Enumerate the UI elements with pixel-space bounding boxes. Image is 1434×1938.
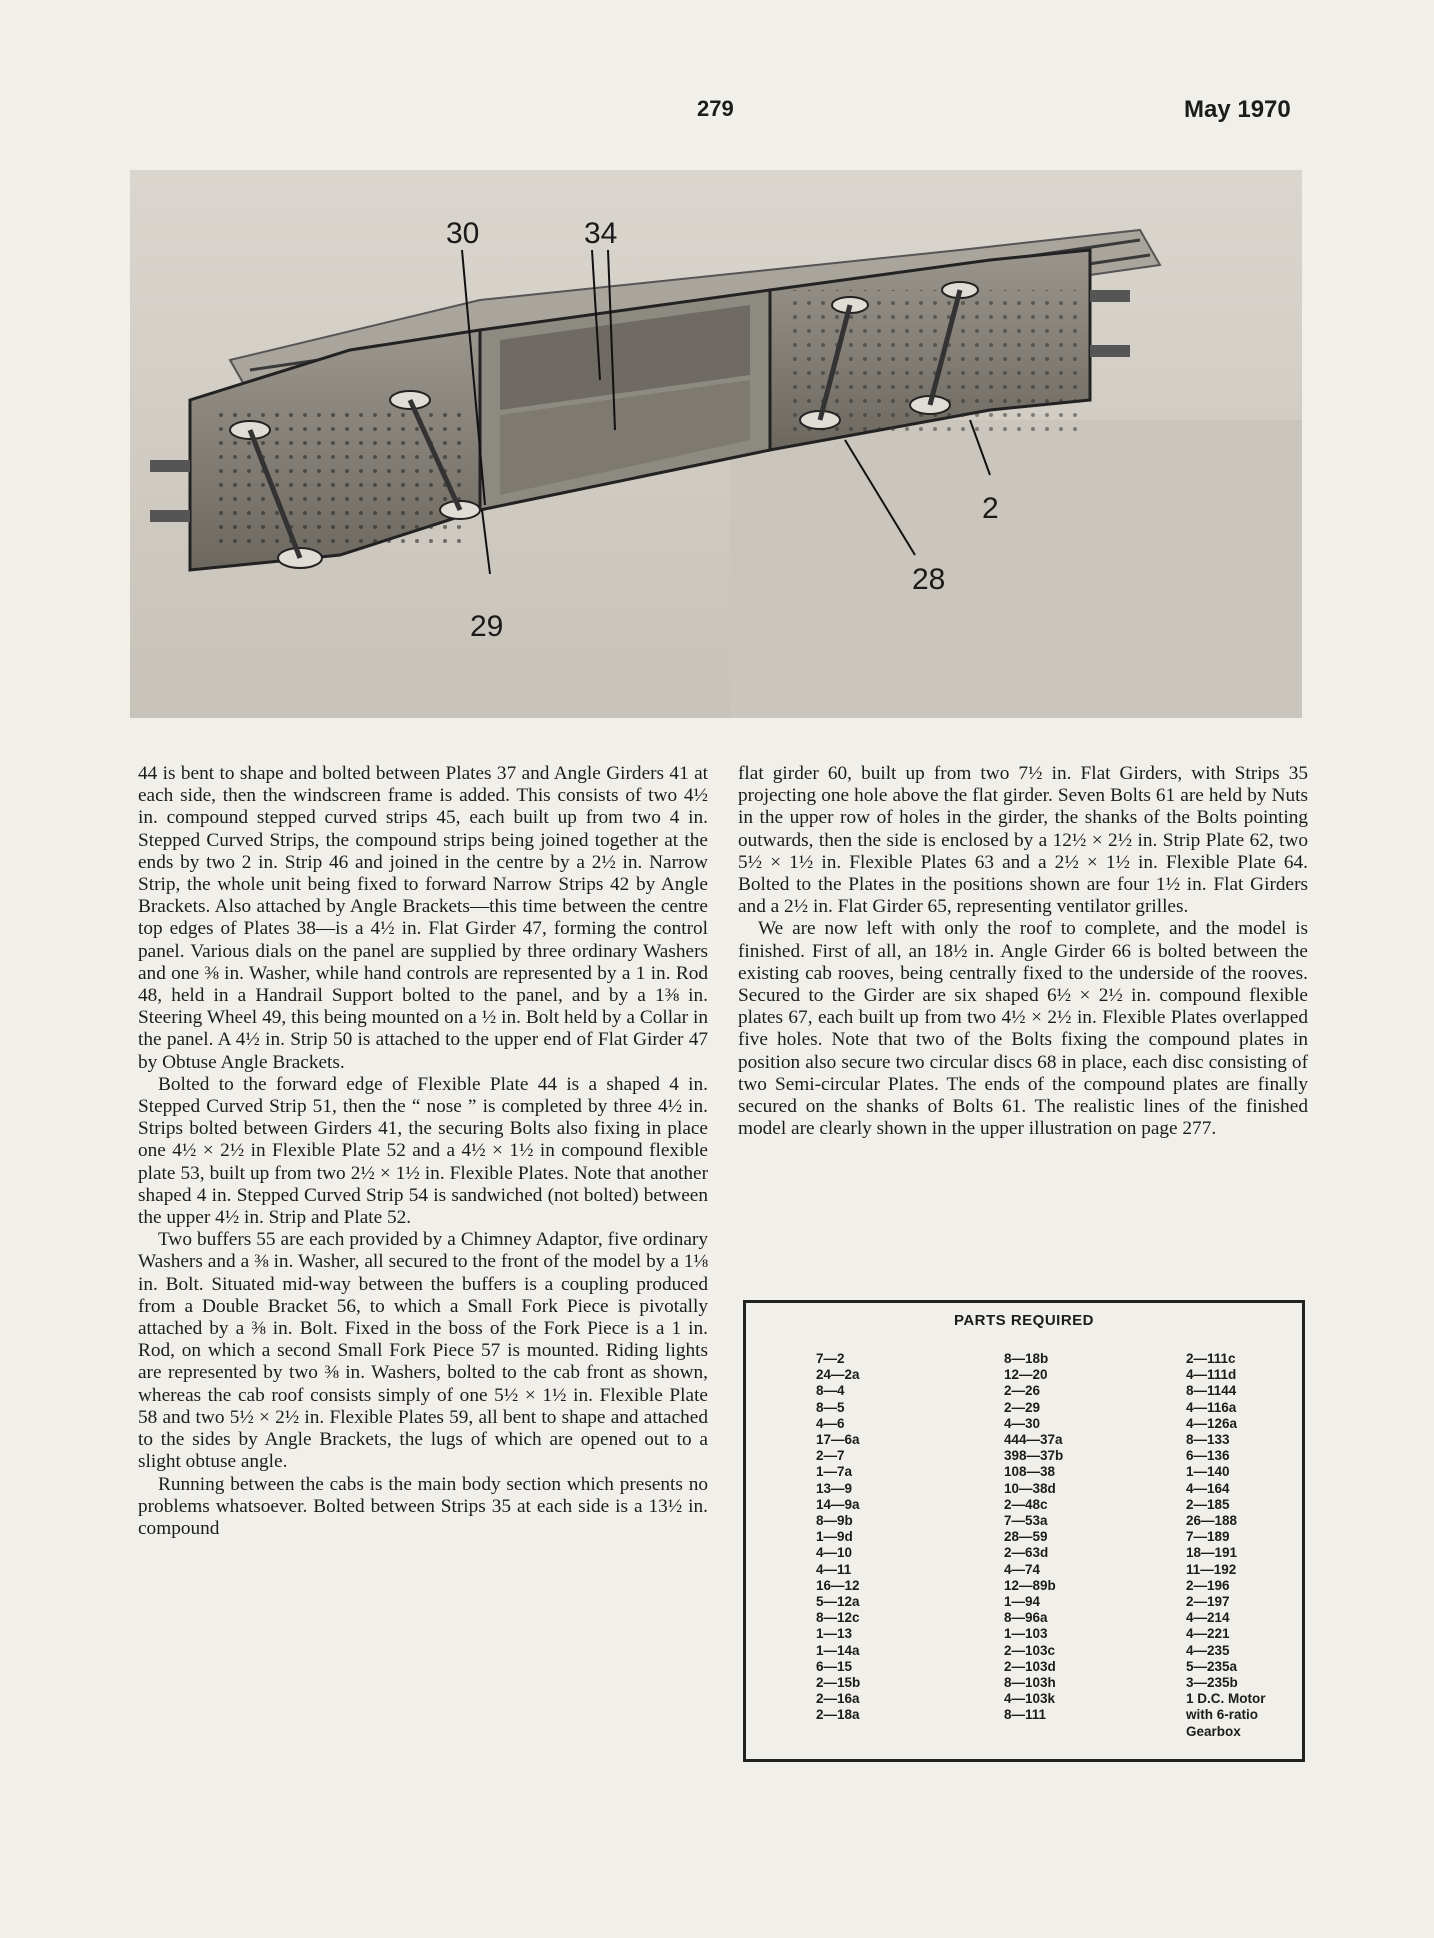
part-entry: 8—5 [816,1399,845,1415]
part-entry: 1—14a [816,1642,860,1658]
part-entry: 1—103 [1004,1626,1048,1642]
part-entry: 4—74 [1004,1561,1041,1577]
part-entry: 2—48c [1004,1496,1048,1512]
part-entry: 2—29 [1004,1399,1041,1415]
part-entry: 4—235 [1186,1642,1230,1658]
part-entry: 1—140 [1186,1464,1230,1480]
article-column-right [738,763,1308,1140]
part-entry: 26—188 [1186,1513,1238,1529]
parts-column-3 [1186,1351,1266,1740]
part-entry: 8—4 [816,1383,845,1399]
part-entry: 4—126a [1186,1415,1238,1431]
part-entry: 108—38 [1004,1464,1056,1480]
part-entry: 6—15 [816,1658,853,1674]
callout-30: 30 [446,217,480,250]
article-paragraph: Two buffers 55 are each provided by a Chimney Adaptor, five ordinary Washers and a ⅜ in. Washer, all secured to the front of the model by a 1⅛ in. Bolt. Situated mid-way between the buffers is a coupling produced from a Double Bracket 56, to which a Small Fork Piece is pivotally attached by a ⅜ in. Bolt. Fixed in the boss of the Fork Piece is a 1 in. Rod, on which a second Small Fork Piece 57 is mounted. Riding lights are represented by two ⅜ in. Washers, bolted to the cab front as shown, whereas the cab roof consists simply of one 5½ × 1½ in. Flexible Plate 58 and two 5½ × 2½ in. Flexible Plates 59, all bent to shape and attached to the sides by Angle Brackets, the lugs of which are opened out to a slight obtuse angle. [138,1229,708,1473]
part-entry: 2—7 [816,1448,845,1464]
part-entry: 1—9d [816,1529,853,1545]
part-entry: 1—13 [816,1626,853,1642]
callout-2: 2 [982,492,999,525]
part-entry: 24—2a [816,1367,860,1383]
part-entry: 5—235a [1186,1658,1238,1674]
part-entry: 2—196 [1186,1577,1230,1593]
part-entry: 1 D.C. Motor [1186,1691,1266,1707]
part-entry: 10—38d [1004,1480,1056,1496]
issue-date: May 1970 [1184,96,1291,123]
part-entry: Gearbox [1186,1723,1241,1739]
article-paragraph: flat girder 60, built up from two 7½ in. Flat Girders, with Strips 35 projecting one hole above the flat girder. Seven Bolts 61 are held by Nuts in the upper row of holes in the girder, the shanks of the Bolts pointing outwards, then the side is enclosed by a 12½ × 2½ in. Strip Plate 62, two 5½ × 1½ in. Flexible Plates 63 and a 2½ × 1½ in. Flexible Plate 64. Bolted to the Plates in the positions shown are four 1½ in. Flat Girders and a 2½ in. Flat Girder 65, representing ventilator grilles. [738,763,1308,918]
part-entry: 4—116a [1186,1399,1237,1415]
part-entry: 4—30 [1004,1415,1041,1431]
parts-required-box [743,1300,1305,1762]
parts-required-title: PARTS REQUIRED [953,1312,1095,1329]
part-entry: 18—191 [1186,1545,1238,1561]
part-entry: 8—96a [1004,1610,1048,1626]
part-entry: 8—18b [1004,1351,1049,1366]
part-entry: 12—89b [1004,1577,1056,1593]
part-entry: 2—185 [1186,1496,1230,1512]
part-entry: 4—214 [1186,1610,1230,1626]
callout-29: 29 [470,610,504,643]
part-entry: 2—18a [816,1707,860,1723]
part-entry: 4—221 [1186,1626,1230,1642]
part-entry: 2—15b [816,1675,861,1691]
part-entry: 4—164 [1186,1480,1230,1496]
callout-34: 34 [584,217,618,250]
part-entry: 398—37b [1004,1448,1064,1464]
parts-column-2 [1004,1351,1063,1724]
locomotive-model-illustration [130,170,1302,718]
part-entry: 4—111d [1186,1367,1237,1383]
part-entry: 2—197 [1186,1594,1230,1610]
part-entry: 2—26 [1004,1383,1041,1399]
part-entry: 8—9b [816,1513,853,1529]
article-column-left [138,763,708,1540]
part-entry: 2—111c [1186,1351,1236,1366]
part-entry: 2—103c [1004,1642,1056,1658]
article-paragraph: Bolted to the forward edge of Flexible Plate 44 is a shaped 4 in. Stepped Curved Strip 51, then the “ nose ” is completed by three 4½ in. Strips bolted between Girders 41, the securing Bolts also fixing in place one 4½ × 2½ in Flexible Plate 52 and a 4½ × 1½ in compound flexible plate 53, built up from two 2½ × 1½ in. Flexible Plates. Note that another shaped 4 in. Stepped Curved Strip 54 is sandwiched (not bolted) between the upper 4½ in. Strip and Plate 52. [138,1073,708,1229]
part-entry: 7—53a [1004,1513,1048,1529]
part-entry: 3—235b [1186,1675,1238,1691]
model-photo [130,170,1302,718]
part-entry: 14—9a [816,1496,860,1512]
part-entry: 17—6a [816,1432,860,1448]
part-entry: 4—6 [816,1415,845,1431]
page-number: 279 [697,96,734,121]
part-entry: 7—189 [1186,1529,1230,1545]
part-entry: 28—59 [1004,1529,1048,1545]
part-entry: 4—10 [816,1545,853,1561]
article-paragraph: Running between the cabs is the main body section which presents no problems whatsoever. Bolted between Strips 35 at each side is a 13½ in. compound [138,1473,708,1539]
parts-column-1 [816,1351,860,1724]
part-entry: 4—103k [1004,1691,1056,1707]
part-entry: 8—1144 [1186,1383,1237,1399]
part-entry: 1—94 [1004,1594,1041,1610]
part-entry: 8—133 [1186,1432,1230,1448]
part-entry: with 6-ratio [1186,1707,1259,1723]
part-entry: 2—16a [816,1691,860,1707]
part-entry: 12—20 [1004,1367,1048,1383]
part-entry: 2—63d [1004,1545,1049,1561]
part-entry: 6—136 [1186,1448,1230,1464]
part-entry: 1—7a [816,1464,853,1480]
part-entry: 8—111 [1004,1707,1047,1723]
part-entry: 7—2 [816,1351,845,1366]
part-entry: 16—12 [816,1577,860,1593]
part-entry: 8—12c [816,1610,860,1626]
article-paragraph: 44 is bent to shape and bolted between Plates 37 and Angle Girders 41 at each side, then the windscreen frame is added. This consists of two 4½ in. compound stepped curved strips 45, each built up from two 4 in. Stepped Curved Strips, the compound strips being joined together at the ends by two 2 in. Strip 46 and joined in the centre by a 2½ in. Narrow Strip, the whole unit being fixed to forward Narrow Strips 42 by Angle Brackets. Also attached by Angle Brackets—this time between the centre top edges of Plates 38—is a 4½ in. Flat Girder 47, forming the control panel. Various dials on the panel are supplied by three ordinary Washers and one ⅜ in. Washer, while hand controls are represented by a 1 in. Rod 48, held in a Handrail Support bolted to the panel, and by a 1⅜ in. Steering Wheel 49, this being mounted on a ½ in. Bolt held by a Collar in the panel. A 4½ in. Strip 50 is attached to the upper end of Flat Girder 47 by Obtuse Angle Brackets. [138,763,708,1073]
part-entry: 13—9 [816,1480,853,1496]
part-entry: 4—11 [816,1561,852,1577]
part-entry: 444—37a [1004,1432,1063,1448]
part-entry: 8—103h [1004,1675,1056,1691]
article-paragraph: We are now left with only the roof to complete, and the model is finished. First of all, an 18½ in. Angle Girder 66 is bolted between the existing cab rooves, being centrally fixed to the underside of the rooves. Secured to the Girder are six shaped 6½ × 2½ in. compound flexible plates 67, each built up from two 4½ × 2½ in. Flexible Plates overlapped five holes. Note that two of the Bolts fixing the compound plates in position also secure two circular discs 68 in place, each disc consisting of two Semi-circular Plates. The ends of the compound plates are finally secured on the shanks of Bolts 61. The realistic lines of the finished model are clearly shown in the upper illustration on page 277. [738,918,1308,1140]
part-entry: 2—103d [1004,1658,1056,1674]
part-entry: 5—12a [816,1594,860,1610]
callout-28: 28 [912,563,946,596]
part-entry: 11—192 [1186,1561,1237,1577]
